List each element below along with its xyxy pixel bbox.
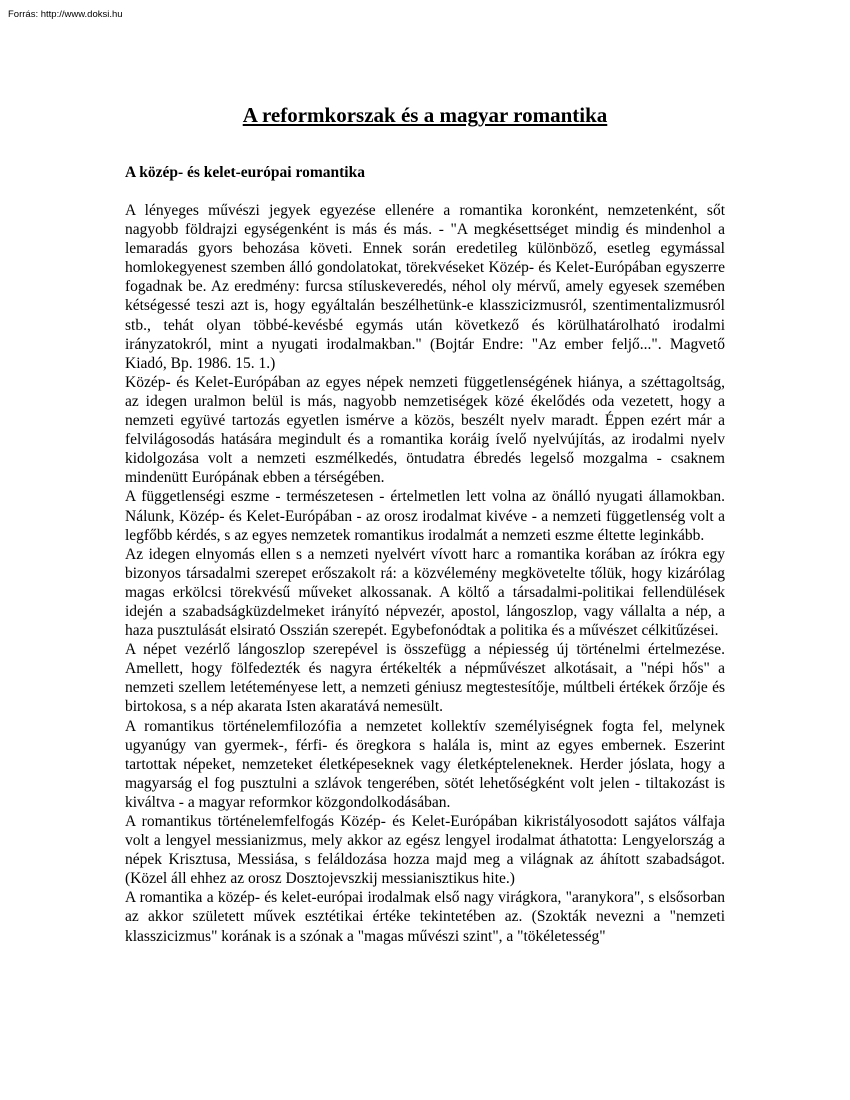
paragraph: Az idegen elnyomás ellen s a nemzeti nyelvért vívott harc a romantika korában az írókra egy bizonyos társadalmi szerepet erőszakolt rá: a közvélemény megkövetelte tőlük, hogy kizárólag magas erkölcsi törekvésű műveket alkossanak. A költő a társadalmi-politikai fellendülések idején a szabadságküzdelmeket irányító népvezér, apostol, lángoszlop, vagy vállalta a nép, a haza pusztulását elsirató Osszián szerepét. Egybefonódtak a politika és a művészet célkitűzései. — [125, 545, 725, 640]
body-text — [125, 201, 725, 946]
paragraph: A függetlenségi eszme - természetesen - értelmetlen lett volna az önálló nyugati államokban. Nálunk, Közép- és Kelet-Európában - az orosz irodalmat kivéve - a nemzeti függetlenség volt a legfőbb kérdés, s az egyes nemzetek romantikus irodalmát a nemzeti eszme éltette leginkább. — [125, 488, 725, 544]
paragraph: Közép- és Kelet-Európában az egyes népek nemzeti függetlenségének hiánya, a széttagoltság, az idegen uralmon belül is más, nagyobb nemzetiségek közé ékelődés oda vezetett, hogy a nemzeti együvé tartozás egyetlen ismérve a közös, beszélt nyelv maradt. Éppen ezért már a felvilágosodás hatására megindult és a romantika koráig ívelő nyelvújítás, az irodalmi nyelv kidolgozása volt a nemzeti eszmélkedés, öntudatra ébredés legelső mozgalma - csaknem mindenütt Európának ebben a térségében. — [125, 373, 725, 487]
paragraph: A romantikus történelemfilozófia a nemzetet kollektív személyiségnek fogta fel, melynek ugyanúgy van gyermek-, férfi- és öregkora s halála is, mint az egyes embernek. Eszerint tartottak népeket, nemzeteket életképeseknek vagy életképteleneknek. Herder jóslata, hogy a magyarság el fog pusztulni a szlávok tengerében, sötét lehetőségként volt jelen - tiltakozást is kiváltva - a magyar reformkor közgondolkodásában. — [125, 717, 725, 811]
source-note: Forrás: http://www.doksi.hu — [8, 9, 123, 20]
paragraph: A népet vezérlő lángoszlop szerepével is összefügg a népiesség új történelmi értelmezése. Amellett, hogy fölfedezték és nagyra értékelték a népművészet alkotásait, a "népi hős" a nemzeti szellem letéteményese lett, a nemzeti géniusz megtestesítője, múltbeli értékek őrzője és birtokosa, s a nép akarata Isten akaratává nemesült. — [125, 641, 725, 716]
paragraph: A romantika a közép- és kelet-európai irodalmak első nagy virágkora, "aranykora", s elsősorban az akkor született művek esztétikai értéke tekintetében az. (Szokták nevezni a "nemzeti klasszicizmus" korának is a szónak a "magas művészi szint", a "tökéletesség" — [125, 889, 725, 945]
section-heading: A közép- és kelet-európai romantika — [125, 164, 365, 181]
document-title: A reformkorszak és a magyar romantika — [242, 103, 608, 127]
paragraph: A romantikus történelemfelfogás Közép- és Kelet-Európában kikristályosodott sajátos válfaja volt a lengyel messianizmus, mely akkor az egész lengyel irodalmat áthatotta: Lengyelország a népek Krisztusa, Messiása, s feláldozása hozza majd meg a világnak az áhított szabadságot. (Közel áll ehhez az orosz Dosztojevszkij messianisztikus hite.) — [125, 813, 725, 888]
paragraph: A lényeges művészi jegyek egyezése ellenére a romantika koronként, nemzetenként, sőt nagyobb földrajzi egységenként is más és más. - "A megkésettséget mindig és mindenhol a lemaradás gyors behozása követi. Ennek során eredetileg különböző, esetleg egymással homlokegyenest szemben álló gondolatokat, törekvéseket Közép- és Kelet-Európában egyszerre fogadnak be. Az eredmény: furcsa stíluskeveredés, néhol oly mérvű, amely egyesek szemében kétségessé teszi azt is, hogy egyáltalán beszélhetünk-e klasszicizmusról, szentimentalizmusról stb., tehát olyan többé-kevésbé egymás után következő és körülhatárolható irodalmi irányzatokról, mint a nyugati irodalmakban." (Bojtár Endre: "Az ember feljő...". Magvető Kiadó, Bp. 1986. 15. 1.) — [125, 202, 725, 372]
